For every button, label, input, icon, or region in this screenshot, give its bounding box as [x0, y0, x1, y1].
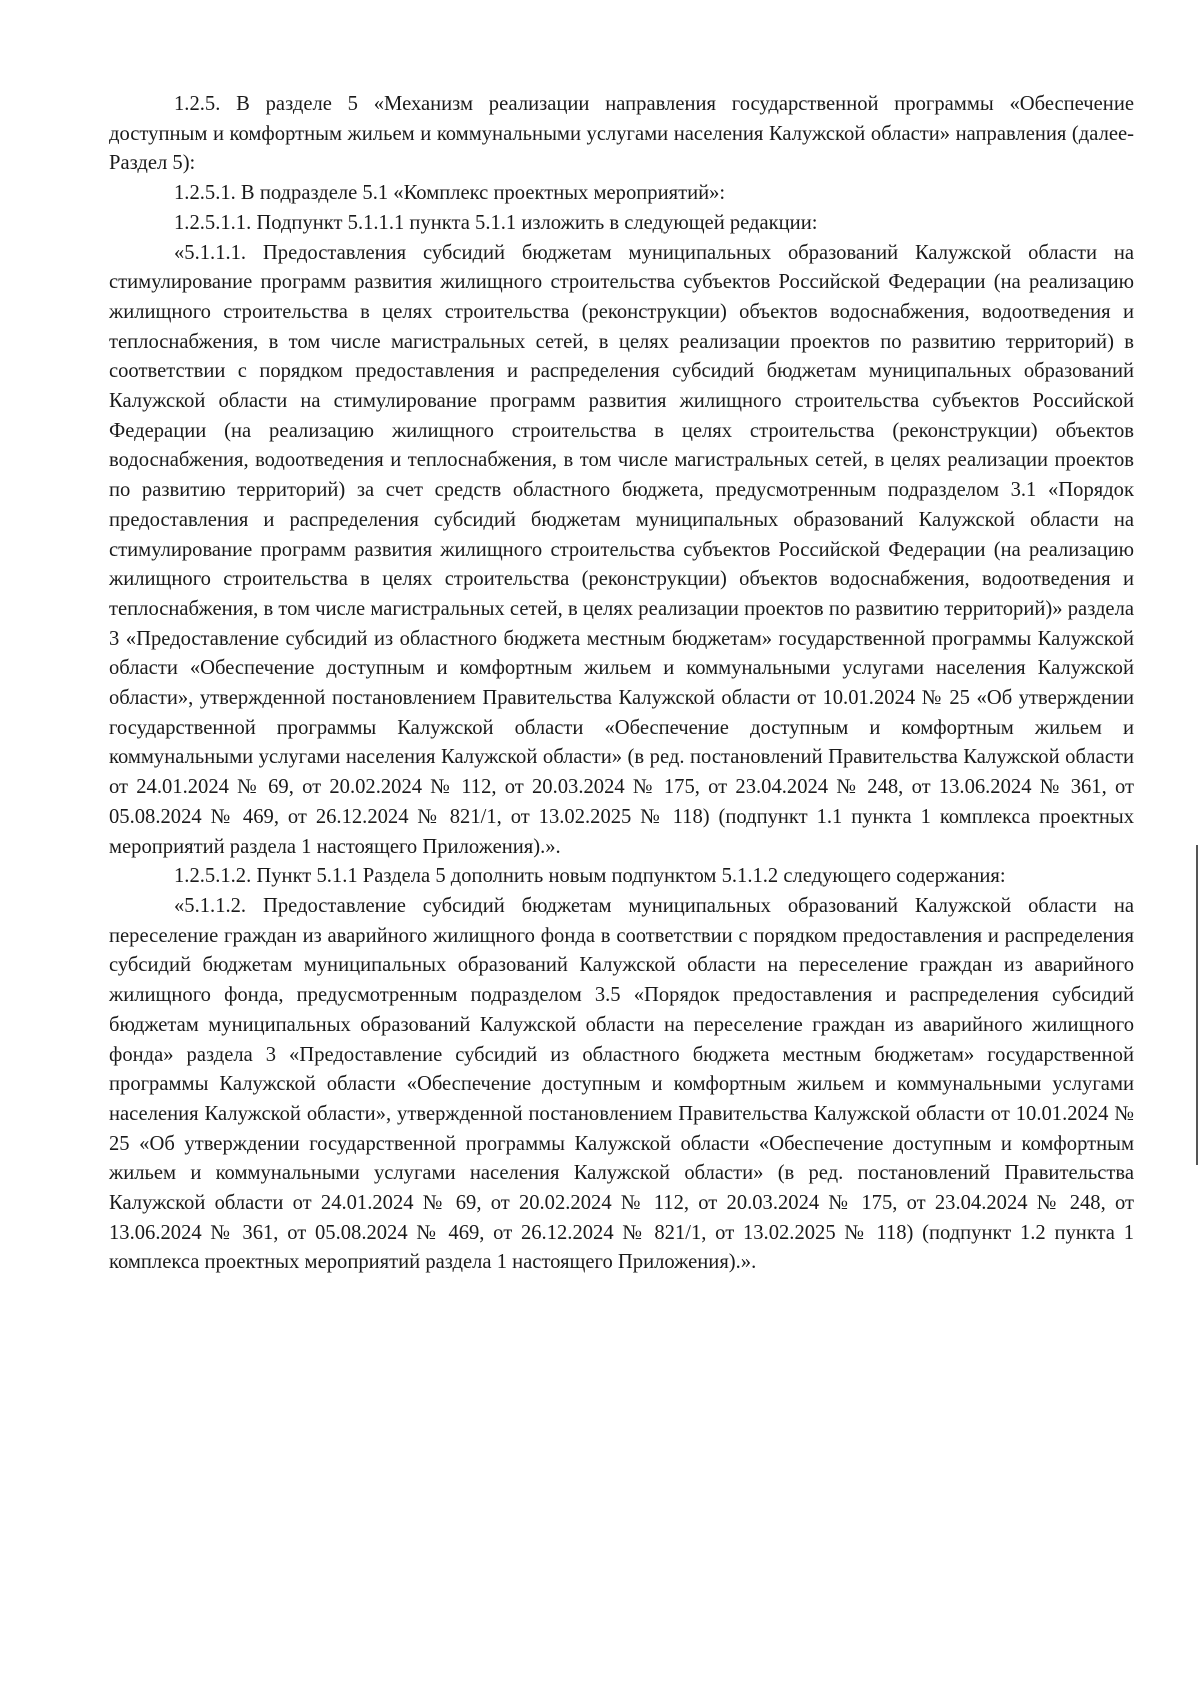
paragraph-1-2-5-1-2: 1.2.5.1.2. Пункт 5.1.1 Раздела 5 дополнить новым подпунктом 5.1.1.2 следующего содержания: [174, 865, 1006, 888]
scan-edge-mark [1196, 845, 1198, 1165]
document-body [109, 90, 1134, 1278]
paragraph-1-2-5: 1.2.5. В разделе 5 «Механизм реализации направления государственной программы «Обеспечение доступным и комфортным жильем и коммунальными услугами населения Калужской области» направления (далее-Раздел 5): [109, 93, 1134, 175]
paragraph-1-2-5-1-1: 1.2.5.1.1. Подпункт 5.1.1.1 пункта 5.1.1 изложить в следующей редакции: [174, 211, 818, 234]
paragraph-5-1-1-1: «5.1.1.1. Предоставления субсидий бюджетам муниципальных образований Калужской области на стимулирование программ развития жилищного строительства субъектов Российской Федерации (на реализацию жилищного строительства в целях строительства (реконструкции) объектов водоснабжения, водоотведения и теплоснабжения, в том числе магистральных сетей, в целях реализации проектов по развитию территорий) в соответствии с порядком предоставления и распределения субсидий бюджетам муниципальных образований Калужской области на стимулирование программ развития жилищного строительства субъектов Российской Федерации (на реализацию жилищного строительства в целях строительства (реконструкции) объектов водоснабжения, водоотведения и теплоснабжения, в том числе магистральных сетей, в целях реализации проектов по развитию территорий) за счет средств областного бюджета, предусмотренным подразделом 3.1 «Порядок предоставления и распределения субсидий бюджетам муниципальных образований Калужской области на стимулирование программ развития жилищного строительства субъектов Российской Федерации (на реализацию жилищного строительства в целях строительства (реконструкции) объектов водоснабжения, водоотведения и теплоснабжения, в том числе магистральных сетей, в целях реализации проектов по развитию территорий)» раздела 3 «Предоставление субсидий из областного бюджета местным бюджетам» государственной программы Калужской области «Обеспечение доступным и комфортным жильем и коммунальными услугами населения Калужской области», утвержденной постановлением Правительства Калужской области от 10.01.2024 № 25 «Об утверждении государственной программы Калужской области «Обеспечение доступным и комфортным жильем и коммунальными услугами населения Калужской области» (в ред. постановлений Правительства Калужской области от 24.01.2024 № 69, от 20.02.2024 № 112, от 20.03.2024 № 175, от 23.04.2024 № 248, от 13.06.2024 № 361, от 05.08.2024 № 469, от 26.12.2024 № 821/1, от 13.02.2025 № 118) (подпункт 1.1 пункта 1 комплекса проектных мероприятий раздела 1 настоящего Приложения).». [109, 241, 1134, 858]
paragraph-5-1-1-2: «5.1.1.2. Предоставление субсидий бюджетам муниципальных образований Калужской области на переселение граждан из аварийного жилищного фонда в соответствии с порядком предоставления и распределения субсидий бюджетам муниципальных образований Калужской области на переселение граждан из аварийного жилищного фонда, предусмотренным подразделом 3.5 «Порядок предоставления и распределения субсидий бюджетам муниципальных образований Калужской области на переселение граждан из аварийного жилищного фонда» раздела 3 «Предоставление субсидий из областного бюджета местным бюджетам» государственной программы Калужской области «Обеспечение доступным и комфортным жильем и коммунальными услугами населения Калужской области», утвержденной постановлением Правительства Калужской области от 10.01.2024 № 25 «Об утверждении государственной программы Калужской области «Обеспечение доступным и комфортным жильем и коммунальными услугами населения Калужской области» (в ред. постановлений Правительства Калужской области от 24.01.2024 № 69, от 20.02.2024 № 112, от 20.03.2024 № 175, от 23.04.2024 № 248, от 13.06.2024 № 361, от 05.08.2024 № 469, от 26.12.2024 № 821/1, от 13.02.2025 № 118) (подпункт 1.2 пункта 1 комплекса проектных мероприятий раздела 1 настоящего Приложения).». [109, 894, 1134, 1274]
paragraph-1-2-5-1: 1.2.5.1. В подразделе 5.1 «Комплекс проектных мероприятий»: [174, 182, 726, 205]
